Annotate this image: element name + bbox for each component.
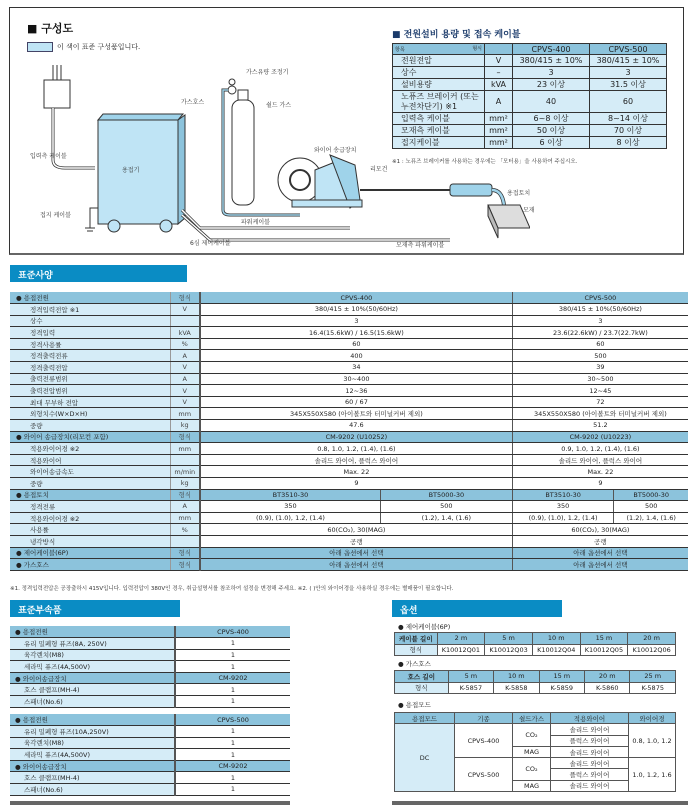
row-item: 상수 <box>393 67 485 79</box>
mode-wire: 솔리드 와이어 <box>551 724 629 735</box>
spec-val: (0.9), (1.0), 1.2, (1.4) <box>512 512 614 524</box>
mode-dia: 1.0, 1.2, 1.6 <box>629 758 676 792</box>
spec-val-500: 72 <box>512 396 688 408</box>
model-label: 형식 <box>395 682 449 694</box>
row-val: 8~14 이상 <box>590 113 667 125</box>
spec-val: (1.2), 1.4, (1.6) <box>614 512 688 524</box>
weld-mode-title: ● 용접모드 <box>398 701 431 709</box>
accessory-name: ● 용접전원 <box>10 626 175 638</box>
length-cell: 5 m <box>448 671 493 683</box>
gas-hose-title: ● 가스호스 <box>398 660 431 668</box>
mode-header: 기종 <box>455 713 513 724</box>
accessory-name: 스패너(No.6) <box>10 784 175 796</box>
diagram-title: ■ 구성도 <box>27 22 74 35</box>
spec-val: BT5000-30 <box>380 489 512 501</box>
spec-val-500: 30~500 <box>512 373 688 385</box>
control-cable-title: ● 제어케이블(6P) <box>398 623 451 631</box>
row-item: 입력측 케이블 <box>393 113 485 125</box>
spec-key: 정격입력전압 ※1 <box>10 304 170 316</box>
spec-row <box>10 489 688 501</box>
mode-header: 용접모드 <box>395 713 455 724</box>
spec-val-500: Max. 22 <box>512 466 688 478</box>
mode-wire: 솔리드 와이어 <box>551 758 629 769</box>
hose-length-header: 호스 길이 <box>395 671 449 683</box>
row-unit: V <box>485 55 513 67</box>
spec-val-400: 9 <box>200 478 512 490</box>
spec-val-400: 345X550X580 (아이볼트와 터미널커버 제외) <box>200 408 512 420</box>
spec-row <box>10 315 688 327</box>
label-gas-hose: 가스호스 <box>181 99 205 106</box>
spec-val-500: CPVS-500 <box>512 292 688 304</box>
accessory-name: 유리 밀폐형 퓨즈(10A,250V) <box>10 726 175 738</box>
corner-type: 형식 <box>472 46 482 52</box>
spec-unit: kg <box>170 478 200 490</box>
spec-unit: A <box>170 501 200 513</box>
spec-row <box>10 535 688 547</box>
accessory-name: 육각렌치(M8) <box>10 737 175 749</box>
mode-gas: MAG <box>513 780 551 791</box>
spec-val-500: 500 <box>512 350 688 362</box>
accessory-row <box>10 784 290 796</box>
spec-section-title: 표준사양 <box>10 265 187 282</box>
mode-model: CPVS-500 <box>455 758 513 792</box>
options-section-title: 옵션 <box>392 600 562 617</box>
accessory-qty: CM-9202 <box>175 760 290 772</box>
legend-swatch <box>27 42 53 52</box>
spec-unit: % <box>170 338 200 350</box>
row-item: 모재측 케이블 <box>393 125 485 137</box>
spec-val-400: 3 <box>200 315 512 327</box>
spec-unit: V <box>170 304 200 316</box>
model-cell: K-5857 <box>448 682 493 694</box>
row-val: 380/415 ± 10% <box>590 55 667 67</box>
spec-val-500: 60 <box>512 338 688 350</box>
accessory-row <box>10 672 290 684</box>
accessory-qty: CPVS-500 <box>175 714 290 726</box>
accessory-qty: 1 <box>175 684 290 696</box>
row-val: 31.5 이상 <box>590 79 667 91</box>
row-unit: A <box>485 91 513 113</box>
spec-row <box>10 420 688 432</box>
label-control-cable: 6심 제어케이블 <box>190 240 231 247</box>
accessory-row <box>10 737 290 749</box>
spec-row <box>10 431 688 443</box>
mode-dia: 0.8, 1.0, 1.2 <box>629 724 676 758</box>
accessory-row <box>10 649 290 661</box>
mode-wire: 솔리드 와이어 <box>551 780 629 791</box>
accessories-table-500 <box>10 714 290 796</box>
spec-row <box>10 304 688 316</box>
spec-key: 중량 <box>10 478 170 490</box>
row-item: 전원전압 <box>393 55 485 67</box>
spec-key: 적용와이어경 ※2 <box>10 443 170 455</box>
accessories-section-title: 표준부속품 <box>10 600 180 617</box>
spec-val-400: CM-9202 (U10252) <box>200 431 512 443</box>
spec-val-400: 380/415 ± 10%(50/60Hz) <box>200 304 512 316</box>
spec-row <box>10 466 688 478</box>
spec-unit: V <box>170 385 200 397</box>
spec-key: 출력전류범위 <box>10 373 170 385</box>
label-gas-regulator: 가스유량 조정기 <box>246 69 289 76</box>
spec-unit <box>170 535 200 547</box>
spec-row <box>10 501 688 513</box>
model-header-1: CPVS-400 <box>513 44 590 55</box>
spec-unit: 형식 <box>170 559 200 571</box>
spec-key: 정격입력 <box>10 327 170 339</box>
spec-unit: mm <box>170 408 200 420</box>
spec-val: 500 <box>380 501 512 513</box>
spec-unit: kg <box>170 420 200 432</box>
accessory-qty: 1 <box>175 696 290 708</box>
model-cell: K-5859 <box>539 682 584 694</box>
model-cell: K10012Q06 <box>628 644 676 656</box>
accessory-qty: 1 <box>175 649 290 661</box>
spec-val-500: 23.6(22.6kW) / 23.7(22.7kW) <box>512 327 688 339</box>
model-label: 형식 <box>395 644 438 656</box>
spec-key: ● 용접전원 <box>10 292 170 304</box>
row-unit: mm² <box>485 125 513 137</box>
spec-val-400: 공랭 <box>200 535 512 547</box>
spec-key: 와이어송급속도 <box>10 466 170 478</box>
spec-table <box>10 292 688 571</box>
accessory-row <box>10 714 290 726</box>
spec-unit: 형식 <box>170 431 200 443</box>
legend-text: 이 색이 표준 구성품입니다. <box>57 43 141 51</box>
power-table-title: ■ 전원설비 용량 및 접속 케이블 <box>392 30 521 40</box>
spec-row <box>10 385 688 397</box>
spec-row <box>10 454 688 466</box>
spec-row <box>10 559 688 571</box>
spec-key: 냉각방식 <box>10 535 170 547</box>
model-cell: K-5875 <box>630 682 676 694</box>
corner-item: 항목 <box>395 46 405 53</box>
row-unit: mm² <box>485 113 513 125</box>
spec-val: BT3510-30 <box>512 489 614 501</box>
spec-row <box>10 373 688 385</box>
label-base-power-cable: 모재측 파워케이블 <box>396 242 445 249</box>
accessory-row <box>10 661 290 673</box>
spec-val-500: 3 <box>512 315 688 327</box>
legend <box>27 42 140 52</box>
spec-val-400: 16.4(15.6kW) / 16.5(15.6kW) <box>200 327 512 339</box>
spec-val-500: CM-9202 (U10223) <box>512 431 688 443</box>
spec-key: 외형치수(W×D×H) <box>10 408 170 420</box>
spec-val: BT5000-30 <box>614 489 688 501</box>
spec-val-400: 아래 옵션에서 선택 <box>200 559 512 571</box>
spec-unit: % <box>170 524 200 536</box>
length-cell: 15 m <box>539 671 584 683</box>
spec-key: 최대 무부하 전압 <box>10 396 170 408</box>
spec-val-400: 47.6 <box>200 420 512 432</box>
accessory-qty: 1 <box>175 726 290 738</box>
length-cell: 10 m <box>532 633 580 645</box>
spec-row <box>10 338 688 350</box>
row-val: 6 이상 <box>513 137 590 149</box>
spec-unit: 형식 <box>170 489 200 501</box>
row-val: 380/415 ± 10% <box>513 55 590 67</box>
mode-wire: 플럭스 와이어 <box>551 769 629 780</box>
row-val: 3 <box>513 67 590 79</box>
row-val: 50 이상 <box>513 125 590 137</box>
accessory-qty: 1 <box>175 661 290 673</box>
spec-key: 정격출력전류 <box>10 350 170 362</box>
spec-val-400: 60 / 67 <box>200 396 512 408</box>
spec-val-400: 아래 옵션에서 선택 <box>200 547 512 559</box>
gas-hose-table <box>394 670 676 694</box>
label-power-cable: 파워케이블 <box>241 219 270 226</box>
label-base-metal: 모재 <box>523 207 535 214</box>
accessory-name: ● 와이어송급장치 <box>10 760 175 772</box>
spec-unit: kVA <box>170 327 200 339</box>
spec-val-500: 51.2 <box>512 420 688 432</box>
accessory-row <box>10 749 290 761</box>
spec-val: 350 <box>512 501 614 513</box>
spec-val-400: 60 <box>200 338 512 350</box>
model-header-2: CPVS-500 <box>590 44 667 55</box>
spec-unit: mm <box>170 443 200 455</box>
length-cell: 5 m <box>485 633 533 645</box>
spec-key: 출력전압범위 <box>10 385 170 397</box>
length-cell: 25 m <box>630 671 676 683</box>
accessory-row <box>10 696 290 708</box>
accessory-name: 호스 클램프(MH-4) <box>10 684 175 696</box>
spec-unit: 형식 <box>170 292 200 304</box>
spec-unit: mm <box>170 512 200 524</box>
accessory-row <box>10 760 290 772</box>
spec-val-500: 0.9, 1.0, 1.2, (1.4), (1.6) <box>512 443 688 455</box>
accessory-name: 세라믹 퓨즈(4A,500V) <box>10 661 175 673</box>
row-item: 설비용량 <box>393 79 485 91</box>
spec-val-400: CPVS-400 <box>200 292 512 304</box>
power-table-note: ※1 : 노퓨즈 브레이커를 사용하는 경우에는 「모터용」을 사용하여 주십시오. <box>392 159 578 165</box>
mode-gas: CO₂ <box>513 758 551 781</box>
mode-dc: DC <box>395 724 455 792</box>
spec-key: ● 용접토치 <box>10 489 170 501</box>
spec-val-500: 12~45 <box>512 385 688 397</box>
spec-footnote: ※1. 정격입력전압은 공장출하시 415V입니다. 입력전압이 380V인 경우, 취급설명서를 참조하여 설정을 변경해 주세요. ※2. ( )안의 와이어경을 사용하실 경우에는 별매품이 필요합니다. <box>10 586 454 592</box>
accessory-name: ● 용접전원 <box>10 714 175 726</box>
spec-unit <box>170 315 200 327</box>
spec-val: (1.2), 1.4, (1.6) <box>380 512 512 524</box>
spec-val: (0.9), (1.0), 1.2, (1.4) <box>200 512 380 524</box>
spec-row <box>10 443 688 455</box>
length-cell: 20 m <box>585 671 630 683</box>
spec-val-500: 9 <box>512 478 688 490</box>
accessory-name: 세라믹 퓨즈(4A,500V) <box>10 749 175 761</box>
model-cell: K-5860 <box>585 682 630 694</box>
accessory-row <box>10 638 290 650</box>
spec-val: 350 <box>200 501 380 513</box>
spec-row <box>10 547 688 559</box>
spec-val-500: 아래 옵션에서 선택 <box>512 547 688 559</box>
accessory-name: 스패너(No.6) <box>10 696 175 708</box>
control-cable-table <box>394 632 676 656</box>
row-val: 3 <box>590 67 667 79</box>
spec-key: 적용와이어 <box>10 454 170 466</box>
length-cell: 15 m <box>580 633 628 645</box>
row-unit: kVA <box>485 79 513 91</box>
spec-row <box>10 408 688 420</box>
row-val: 8 이상 <box>590 137 667 149</box>
spec-key: ● 가스호스 <box>10 559 170 571</box>
cable-length-header: 케이블 길이 <box>395 633 438 645</box>
label-shield-gas: 쉴드 가스 <box>266 102 292 109</box>
model-cell: K10012Q03 <box>485 644 533 656</box>
spec-val-500: 60(CO₂), 30(MAG) <box>512 524 688 536</box>
spec-val: 500 <box>614 501 688 513</box>
label-torch: 용접토치 <box>507 190 531 197</box>
spec-unit: m/min <box>170 466 200 478</box>
model-cell: K10012Q05 <box>580 644 628 656</box>
spec-val-500: 공랭 <box>512 535 688 547</box>
accessory-row <box>10 626 290 638</box>
spec-val-400: 0.8, 1.0, 1.2, (1.4), (1.6) <box>200 443 512 455</box>
accessory-qty: CPVS-400 <box>175 626 290 638</box>
row-item: 접지케이블 <box>393 137 485 149</box>
accessory-qty: 1 <box>175 784 290 796</box>
accessories-table-400 <box>10 626 290 708</box>
label-welder: 용접기 <box>122 167 140 174</box>
spec-val-400: Max. 22 <box>200 466 512 478</box>
spec-val-500: 39 <box>512 362 688 374</box>
row-val: 70 이상 <box>590 125 667 137</box>
power-table <box>392 43 667 149</box>
mode-header: 쉴드가스 <box>513 713 551 724</box>
mode-wire: 솔리드 와이어 <box>551 746 629 757</box>
accessory-name: 육각렌치(M8) <box>10 649 175 661</box>
spec-row <box>10 396 688 408</box>
label-wire-feeder: 와이어 송급장치 <box>314 147 357 154</box>
bottom-rule-left <box>10 801 290 805</box>
spec-unit: V <box>170 362 200 374</box>
spec-val-400: 12~36 <box>200 385 512 397</box>
accessory-qty: 1 <box>175 737 290 749</box>
mode-model: CPVS-400 <box>455 724 513 758</box>
spec-val-500: 솔리드 와이어, 플럭스 와이어 <box>512 454 688 466</box>
spec-val-500: 아래 옵션에서 선택 <box>512 559 688 571</box>
spec-val-400: 솔리드 와이어, 플럭스 와이어 <box>200 454 512 466</box>
label-remote: 리모건 <box>370 166 388 173</box>
spec-row <box>10 478 688 490</box>
spec-val-400: 34 <box>200 362 512 374</box>
accessory-name: 유리 밀폐형 퓨즈(8A, 250V) <box>10 638 175 650</box>
accessory-qty: 1 <box>175 749 290 761</box>
spec-row <box>10 327 688 339</box>
mode-header: 적용와이어 <box>551 713 629 724</box>
model-cell: K10012Q04 <box>532 644 580 656</box>
mode-gas: CO₂ <box>513 724 551 747</box>
corner-header <box>393 44 485 55</box>
accessory-qty: 1 <box>175 772 290 784</box>
accessory-row <box>10 684 290 696</box>
accessory-qty: CM-9202 <box>175 672 290 684</box>
spec-row <box>10 362 688 374</box>
spec-val-500: 380/415 ± 10%(50/60Hz) <box>512 304 688 316</box>
spec-key: ● 제어케이블(6P) <box>10 547 170 559</box>
spec-key: ● 와이어 송급장치(리모컨 포함) <box>10 431 170 443</box>
spec-key: 적용와이어경 ※2 <box>10 512 170 524</box>
spec-key: 정격출력전압 <box>10 362 170 374</box>
spec-val-500: 345X550X580 (아이볼트와 터미널커버 제외) <box>512 408 688 420</box>
spec-unit: A <box>170 373 200 385</box>
spec-key: 중량 <box>10 420 170 432</box>
spec-row <box>10 350 688 362</box>
accessory-qty: 1 <box>175 638 290 650</box>
spec-key: 사용률 <box>10 524 170 536</box>
spec-val: BT3510-30 <box>200 489 380 501</box>
label-ground-cable: 접지 케이블 <box>40 212 71 219</box>
spec-val-400: 60(CO₂), 30(MAG) <box>200 524 512 536</box>
spec-val-400: 400 <box>200 350 512 362</box>
spec-row <box>10 512 688 524</box>
accessory-name: ● 와이어송급장치 <box>10 672 175 684</box>
model-cell: K-5858 <box>494 682 539 694</box>
spec-row <box>10 292 688 304</box>
length-cell: 2 m <box>437 633 485 645</box>
spec-unit: V <box>170 396 200 408</box>
spec-key: 정격사용률 <box>10 338 170 350</box>
row-val: 60 <box>590 91 667 113</box>
row-val: 6~8 이상 <box>513 113 590 125</box>
row-val: 40 <box>513 91 590 113</box>
row-unit: mm² <box>485 137 513 149</box>
spec-key: 정격전류 <box>10 501 170 513</box>
spec-unit <box>170 454 200 466</box>
row-val: 23 이상 <box>513 79 590 91</box>
length-cell: 20 m <box>628 633 676 645</box>
spec-row <box>10 524 688 536</box>
label-input-cable: 입력측 케이블 <box>30 153 67 160</box>
row-unit: – <box>485 67 513 79</box>
bottom-rule-right <box>392 801 688 805</box>
spec-key: 상수 <box>10 315 170 327</box>
accessory-name: 호스 클램프(MH-4) <box>10 772 175 784</box>
accessory-row <box>10 772 290 784</box>
model-cell: K10012Q01 <box>437 644 485 656</box>
spec-unit: 형식 <box>170 547 200 559</box>
row-item: 노퓨즈 브레이커 (또는 누전차단기) ※1 <box>393 91 485 113</box>
mode-wire: 플럭스 와이어 <box>551 735 629 746</box>
weld-mode-table <box>394 712 676 792</box>
spec-val-400: 30~400 <box>200 373 512 385</box>
spec-unit: A <box>170 350 200 362</box>
mode-header: 와이어경 <box>629 713 676 724</box>
accessory-row <box>10 726 290 738</box>
length-cell: 10 m <box>494 671 539 683</box>
mode-gas: MAG <box>513 746 551 757</box>
